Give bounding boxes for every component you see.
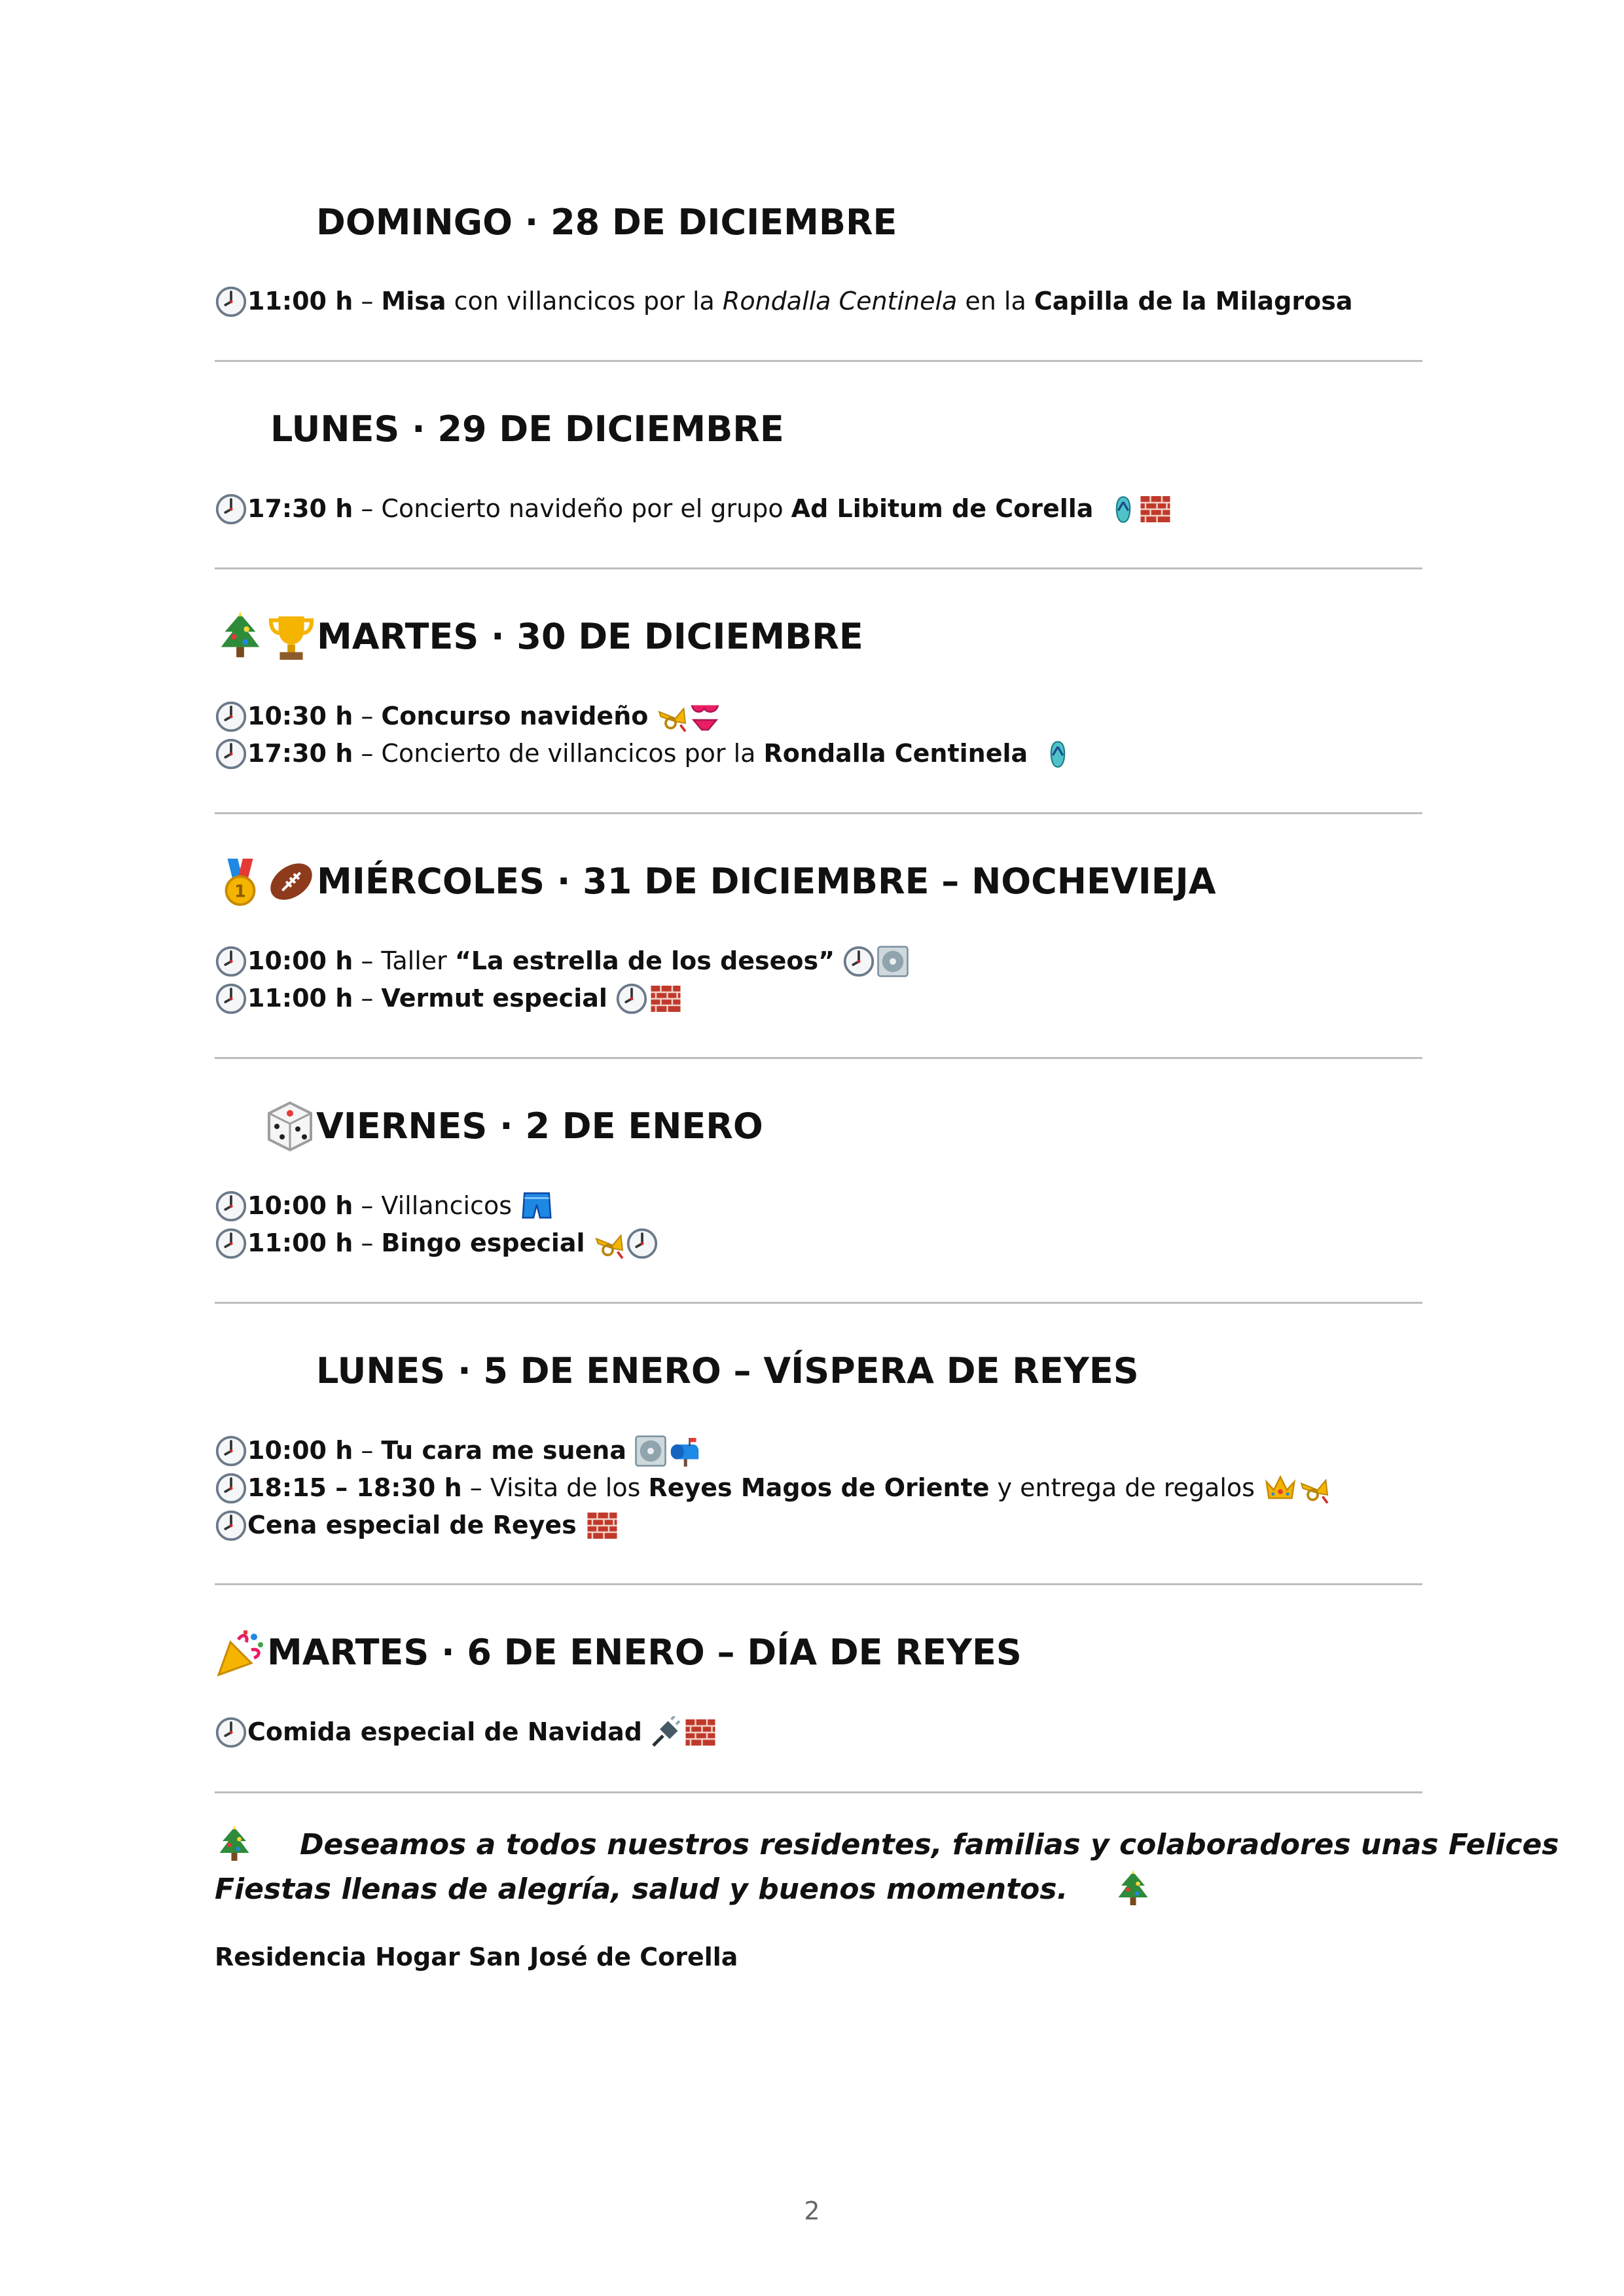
day-heading-text: MARTES · 6 DE ENERO – DÍA DE REYES — [267, 1632, 1022, 1673]
closing-text: Deseamos a todos nuestros residentes, familias y colaboradores unas Felices — [300, 1828, 1559, 1861]
clock-icon — [842, 945, 875, 978]
schedule-line — [215, 1225, 659, 1262]
schedule-line — [215, 942, 911, 980]
section-divider — [215, 1057, 1422, 1059]
clock-icon — [215, 982, 247, 1015]
clock-icon — [215, 700, 247, 733]
bikini-icon — [689, 700, 721, 733]
day-section-monday-5 — [215, 1308, 1422, 1590]
day-heading — [215, 1345, 1139, 1397]
event-time: 11:00 h — [247, 984, 353, 1013]
event-performer: Reyes Magos de Oriente — [648, 1473, 990, 1502]
event-time: 17:30 h — [247, 739, 353, 768]
event-performer: Rondalla Centinela — [763, 739, 1028, 768]
schedule-line — [215, 698, 721, 735]
disc-icon — [875, 945, 911, 978]
event-text: Concierto navideño por el grupo — [381, 494, 791, 523]
day-heading-text: VIERNES · 2 DE ENERO — [316, 1105, 763, 1147]
event-text: Villancicos — [381, 1191, 513, 1220]
section-divider — [215, 360, 1422, 362]
time-separator: – — [353, 946, 382, 975]
flip-flop-icon — [1043, 738, 1072, 770]
event-time: 10:00 h — [247, 946, 353, 975]
closing-text: Fiestas llenas de alegría, salud y buenos momentos. — [215, 1873, 1068, 1906]
christmas-tree-icon — [215, 611, 266, 662]
bricks-icon — [683, 1716, 718, 1749]
day-heading — [215, 855, 1216, 908]
day-section-friday-2 — [215, 1064, 1422, 1308]
event-time: 11:00 h — [247, 287, 353, 315]
plug-icon — [650, 1716, 683, 1749]
time-separator: – — [353, 702, 382, 730]
schedule-line — [215, 283, 1352, 320]
christmas-tree-icon — [1113, 1870, 1153, 1909]
clock-icon — [626, 1227, 659, 1260]
closing-line-1 — [215, 1823, 1559, 1867]
crown-icon — [1263, 1472, 1298, 1505]
section-divider — [215, 812, 1422, 814]
clock-icon — [215, 1509, 247, 1542]
time-separator: – — [353, 984, 382, 1013]
closing-line-2 — [215, 1867, 1153, 1912]
schedule-line — [215, 490, 1173, 528]
day-heading — [215, 611, 863, 663]
schedule-line — [215, 1469, 1331, 1507]
schedule-line — [215, 1432, 702, 1469]
day-section-sunday-28 — [215, 196, 1422, 367]
shorts-icon — [520, 1190, 554, 1223]
event-text: y entrega de regalos — [989, 1473, 1255, 1502]
dice-icon — [264, 1100, 316, 1153]
day-heading — [215, 196, 897, 249]
schedule-line — [215, 735, 1072, 772]
mailbox-icon — [667, 1435, 702, 1467]
party-popper-icon — [215, 1626, 267, 1679]
day-heading-text: DOMINGO · 28 DE DICIEMBRE — [316, 202, 897, 243]
day-section-tuesday-6 — [215, 1590, 1422, 1798]
day-heading-text: MARTES · 30 DE DICIEMBRE — [317, 616, 863, 657]
clock-icon — [215, 493, 247, 526]
schedule-line — [215, 980, 683, 1017]
bricks-icon — [648, 982, 683, 1015]
event-text: con villancicos por la — [446, 287, 723, 315]
event-text: Taller — [381, 946, 455, 975]
postal-horn-icon — [593, 1227, 626, 1260]
event-name: Bingo especial — [381, 1229, 585, 1257]
day-section-monday-29 — [215, 367, 1422, 574]
event-time: 17:30 h — [247, 494, 353, 523]
time-separator: – — [353, 1436, 382, 1465]
event-text: Visita de los — [490, 1473, 649, 1502]
event-location: Capilla de la Milagrosa — [1034, 287, 1353, 315]
event-performer: Ad Libitum de Corella — [791, 494, 1094, 523]
clock-icon — [615, 982, 648, 1015]
event-name: Comida especial de Navidad — [247, 1717, 642, 1746]
day-heading — [215, 1626, 1022, 1679]
christmas-tree-icon — [215, 1825, 254, 1865]
time-separator: – — [353, 739, 382, 768]
postal-horn-icon — [1298, 1472, 1331, 1505]
event-name: Vermut especial — [381, 984, 607, 1013]
event-name: Misa — [381, 287, 446, 315]
schedule-line — [215, 1507, 620, 1544]
section-divider — [215, 1302, 1422, 1304]
event-performer: Rondalla Centinela — [722, 287, 958, 315]
page-number: 2 — [804, 2197, 820, 2225]
event-text: en la — [957, 287, 1034, 315]
clock-icon — [215, 1435, 247, 1467]
day-heading-text: LUNES · 29 DE DICIEMBRE — [270, 408, 784, 450]
signature: Residencia Hogar San José de Corella — [215, 1943, 738, 1971]
football-icon — [266, 856, 317, 907]
medal-icon — [215, 856, 266, 907]
section-divider — [215, 1791, 1422, 1793]
program-content — [215, 196, 1559, 1994]
time-separator: – — [353, 1191, 382, 1220]
day-heading — [215, 403, 784, 456]
clock-icon — [215, 1227, 247, 1260]
clock-icon — [215, 1716, 247, 1749]
event-time: 10:30 h — [247, 702, 353, 730]
event-name: Tu cara me suena — [381, 1436, 626, 1465]
flip-flop-icon — [1109, 493, 1138, 526]
event-time: 10:00 h — [247, 1191, 353, 1220]
time-separator: – — [461, 1473, 490, 1502]
schedule-line — [215, 1187, 554, 1225]
event-name: “La estrella de los deseos” — [454, 946, 835, 975]
time-separator: – — [353, 1229, 382, 1257]
section-divider — [215, 567, 1422, 569]
time-separator: – — [353, 494, 382, 523]
day-heading — [215, 1100, 763, 1153]
day-section-tuesday-30 — [215, 574, 1422, 819]
clock-icon — [215, 1190, 247, 1223]
clock-icon — [215, 738, 247, 770]
time-separator: – — [353, 287, 382, 315]
event-time: 10:00 h — [247, 1436, 353, 1465]
event-text: Concierto de villancicos por la — [381, 739, 764, 768]
bricks-icon — [585, 1509, 620, 1542]
clock-icon — [215, 1472, 247, 1505]
schedule-line — [215, 1713, 718, 1751]
section-divider — [215, 1583, 1422, 1585]
day-heading-text: MIÉRCOLES · 31 DE DICIEMBRE – NOCHEVIEJA — [317, 861, 1216, 902]
clock-icon — [215, 285, 247, 318]
event-name: Concurso navideño — [381, 702, 649, 730]
day-section-wednesday-31 — [215, 819, 1422, 1064]
postal-horn-icon — [656, 700, 689, 733]
closing-message — [215, 1798, 1559, 1994]
day-heading-text: LUNES · 5 DE ENERO – VÍSPERA DE REYES — [316, 1350, 1139, 1391]
bricks-icon — [1138, 493, 1173, 526]
event-time: 18:15 – 18:30 h — [247, 1473, 462, 1502]
event-time: 11:00 h — [247, 1229, 353, 1257]
disc-icon — [634, 1435, 667, 1467]
trophy-icon — [266, 611, 317, 662]
event-name: Cena especial de Reyes — [247, 1511, 577, 1539]
clock-icon — [215, 945, 247, 978]
